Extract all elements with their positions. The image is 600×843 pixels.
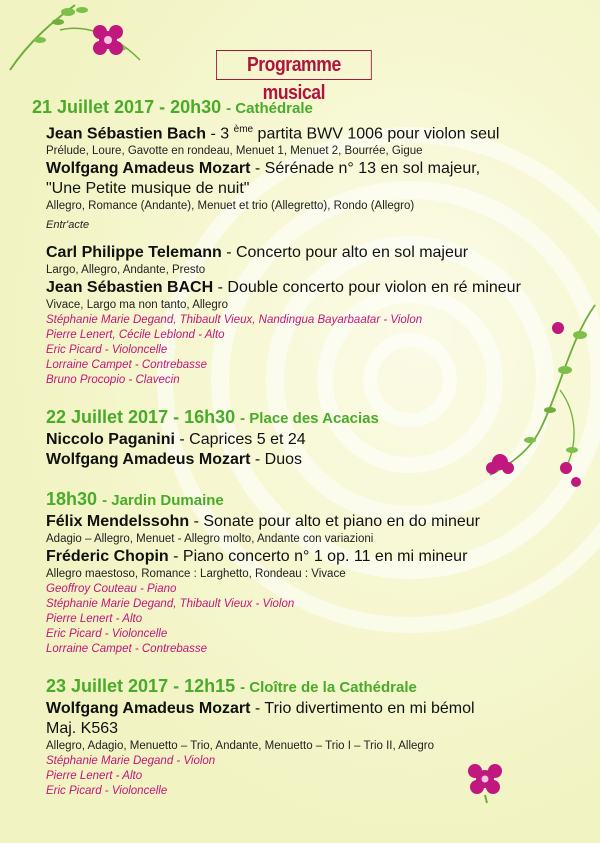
- movements: Allegro maestoso, Romance : Larghetto, Rondeau : Vivace: [46, 568, 346, 581]
- movements: Prélude, Loure, Gavotte en rondeau, Menuet 1, Menuet 2, Bourrée, Gigue: [46, 145, 423, 158]
- performer-line: Eric Picard - Violoncelle: [46, 785, 168, 798]
- piece-mozart-trio: Wolfgang Amadeus Mozart - Trio divertimento en mi bémol: [46, 700, 475, 718]
- performer-line: Pierre Lenert - Alto: [46, 770, 143, 783]
- concert-date-2: 22 Juillet 2017 - 16h30 - Place des Acacias: [46, 407, 379, 428]
- intermission-label: Entr'acte: [46, 219, 90, 232]
- piece-bach-partita: Jean Sébastien Bach - 3 $^{ème}$ partita BWV 1006 pour violon seul: [46, 124, 500, 143]
- performer-line: Lorraine Campet - Contrebasse: [46, 359, 208, 372]
- performer-line: Pierre Lenert - Alto: [46, 613, 143, 626]
- movements: Largo, Allegro, Andante, Presto: [46, 264, 206, 277]
- piece-bach-double-concerto: Jean Sébastien BACH - Double concerto pour violon en ré mineur: [46, 279, 521, 297]
- piece-subtitle: "Une Petite musique de nuit": [46, 180, 250, 198]
- concert-date-4: 23 Juillet 2017 - 12h15 - Cloître de la Cathédrale: [46, 676, 417, 697]
- piece-mozart-serenade: Wolfgang Amadeus Mozart - Sérénade n° 13 en sol majeur,: [46, 160, 481, 178]
- movements: Adagio – Allegro, Menuet - Allegro molto, Andante con variazioni: [46, 533, 374, 546]
- performer-line: Stéphanie Marie Degand, Thibault Vieux - Violon: [46, 598, 295, 611]
- piece-subtitle: Maj. K563: [46, 720, 119, 738]
- piece-chopin-concerto: Fréderic Chopin - Piano concerto n° 1 op. 11 en mi mineur: [46, 548, 468, 566]
- performer-line: Bruno Procopio - Clavecin: [46, 374, 180, 387]
- movements: Allegro, Adagio, Menuetto – Trio, Andante, Menuetto – Trio I – Trio II, Allegro: [46, 740, 435, 753]
- performer-line: Eric Picard - Violoncelle: [46, 628, 168, 641]
- concert-date-1: 21 Juillet 2017 - 20h30 - Cathédrale: [32, 97, 313, 117]
- performer-line: Lorraine Campet - Contrebasse: [46, 643, 208, 656]
- flower-decoration-top: [0, 0, 150, 90]
- movements: Allegro, Romance (Andante), Menuet et trio (Allegretto), Rondo (Allegro): [46, 200, 415, 213]
- performer-line: Geoffroy Couteau - Piano: [46, 583, 177, 596]
- piece-mozart-duos: Wolfgang Amadeus Mozart - Duos: [46, 451, 303, 469]
- movements: Vivace, Largo ma non tanto, Allegro: [46, 299, 228, 312]
- performer-line: Stéphanie Marie Degand - Violon: [46, 755, 216, 768]
- piece-mendelssohn-sonata: Félix Mendelssohn - Sonate pour alto et piano en do mineur: [46, 513, 480, 531]
- programme-content: [32, 96, 576, 799]
- piece-paganini-caprices: Niccolo Paganini - Caprices 5 et 24: [46, 431, 306, 449]
- performer-line: Stéphanie Marie Degand, Thibault Vieux, Nandingua Bayarbaatar - Violon: [46, 314, 423, 327]
- performer-line: Pierre Lenert, Cécile Leblond - Alto: [46, 329, 225, 342]
- concert-date-3: 18h30 - Jardin Dumaine: [46, 489, 224, 510]
- piece-telemann-concerto: Carl Philippe Telemann - Concerto pour alto en sol majeur: [46, 244, 469, 262]
- page-title: Programme musical: [216, 50, 372, 80]
- performer-line: Eric Picard - Violoncelle: [46, 344, 168, 357]
